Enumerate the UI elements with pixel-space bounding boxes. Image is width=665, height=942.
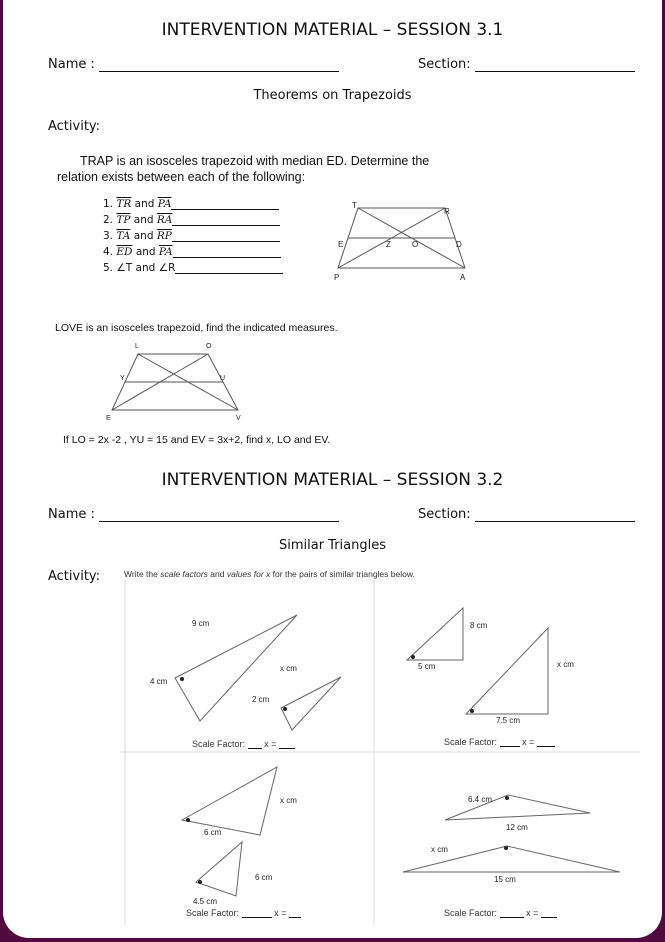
svg-text:Z: Z	[386, 240, 391, 249]
svg-text:x cm: x cm	[280, 796, 297, 805]
svg-text:E: E	[338, 240, 344, 249]
relation-list	[103, 198, 283, 278]
svg-text:6 cm: 6 cm	[255, 873, 273, 882]
triangles-instruction: Write the scale factors and values for x for the pairs of similar triangles below.	[124, 569, 415, 579]
svg-text:x cm: x cm	[431, 845, 448, 854]
svg-text:P: P	[334, 273, 340, 282]
scale-factor-3[interactable]: Scale Factor: x =	[186, 908, 301, 918]
list-item: 4. $\overline{ED}$ and $\overline{PA}$	[103, 246, 283, 262]
activity-label: Activity:	[48, 119, 101, 134]
svg-text:E: E	[106, 415, 111, 422]
list-item: 2. $\overline{TP}$ and $\overline{RA}$	[103, 214, 283, 230]
svg-text:U: U	[220, 375, 226, 382]
svg-text:7.5 cm: 7.5 cm	[496, 716, 521, 725]
svg-text:O: O	[412, 240, 419, 249]
subtitle-similar-triangles: Similar Triangles	[278, 538, 387, 553]
svg-text:T: T	[352, 201, 357, 210]
section-field-2[interactable]	[418, 507, 635, 522]
scale-factor-1[interactable]: Scale Factor: x =	[192, 739, 295, 749]
answer-blank[interactable]	[173, 257, 281, 258]
answer-blank[interactable]	[172, 241, 280, 242]
section-label: Section:	[418, 507, 471, 522]
love-question: If LO = 2x -2 , YU = 15 and EV = 3x+2, find x, LO and EV.	[63, 434, 331, 446]
svg-text:A: A	[460, 273, 466, 282]
activity-label-2: Activity:	[48, 569, 101, 584]
list-item: 3. $\overline{TA}$ and $\overline{RP}$	[103, 230, 283, 246]
svg-text:15 cm: 15 cm	[494, 875, 516, 884]
svg-text:5 cm: 5 cm	[418, 662, 436, 671]
similar-triangles-grid	[120, 580, 640, 925]
svg-text:6 cm: 6 cm	[204, 828, 222, 837]
answer-blank[interactable]	[171, 209, 279, 210]
section-field[interactable]	[418, 57, 635, 72]
session-3-1-title: INTERVENTION MATERIAL – SESSION 3.1	[161, 20, 504, 40]
svg-text:2 cm: 2 cm	[252, 695, 270, 704]
name-field[interactable]	[48, 57, 339, 72]
answer-blank[interactable]	[175, 273, 283, 274]
list-item: 5. ∠T and ∠R	[103, 262, 283, 278]
svg-text:12 cm: 12 cm	[506, 823, 528, 832]
svg-text:x cm: x cm	[557, 660, 574, 669]
svg-text:4.5 cm: 4.5 cm	[193, 897, 218, 906]
scale-factor-4[interactable]: Scale Factor: x =	[444, 908, 557, 918]
answer-blank[interactable]	[172, 225, 280, 226]
svg-text:R: R	[444, 207, 450, 216]
section-label: Section:	[418, 57, 471, 72]
trapezoid-love-diagram	[100, 338, 260, 428]
svg-text:L: L	[135, 343, 139, 350]
subtitle-trapezoids: Theorems on Trapezoids	[253, 88, 412, 103]
svg-text:D: D	[456, 240, 462, 249]
prompt-line-2: relation exists between each of the following:	[57, 170, 306, 184]
svg-text:x cm: x cm	[280, 664, 297, 673]
svg-text:9 cm: 9 cm	[192, 619, 210, 628]
svg-text:6.4 cm: 6.4 cm	[468, 795, 493, 804]
svg-text:O: O	[206, 343, 212, 350]
name-field-2[interactable]	[48, 507, 339, 522]
svg-text:8 cm: 8 cm	[470, 621, 488, 630]
svg-text:4 cm: 4 cm	[150, 677, 168, 686]
love-prompt: LOVE is an isosceles trapezoid, find the indicated measures.	[55, 322, 338, 334]
trapezoid-trap-diagram	[330, 200, 480, 290]
name-label: Name :	[48, 507, 95, 522]
svg-text:V: V	[236, 415, 241, 422]
session-3-2-title: INTERVENTION MATERIAL – SESSION 3.2	[161, 470, 504, 490]
svg-text:Y: Y	[120, 375, 125, 382]
list-item: 1. $\overline{TR}$ and $\overline{PA}$	[103, 198, 283, 214]
name-label: Name :	[48, 57, 95, 72]
scale-factor-2[interactable]: Scale Factor: x =	[444, 737, 555, 747]
prompt-line-1: TRAP is an isosceles trapezoid with median ED. Determine the	[80, 154, 430, 168]
